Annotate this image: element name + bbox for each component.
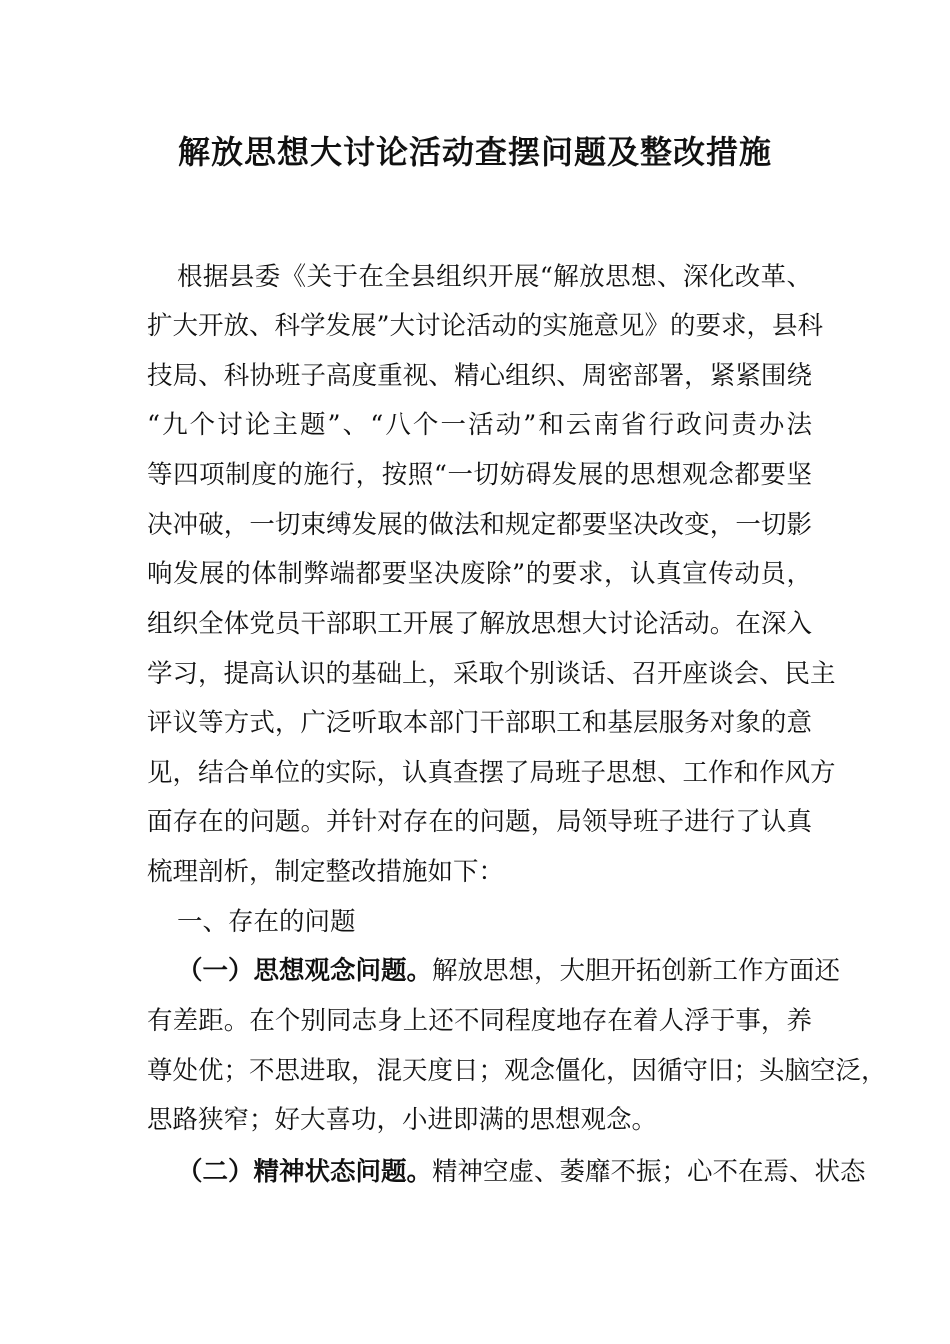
item2-first-line-text: 精神空虚、萎靡不振；心不在焉、状态 (432, 1157, 866, 1187)
item1-label: （一）思想观念问题。 (177, 956, 433, 986)
intro-line-6: 决冲破，一切束缚发展的做法和规定都要坚决改变，一切影 (147, 510, 812, 540)
intro-line-4: “九个讨论主题”、“八个一活动”和云南省行政问责办法 (147, 410, 812, 440)
item1-line-3: 尊处优；不思进取，混天度日；观念僵化，因循守旧；头脑空泛， (147, 1056, 887, 1086)
item1-first-line (177, 951, 841, 991)
section-heading: 一、存在的问题 (177, 907, 356, 937)
intro-line-11: 见，结合单位的实际，认真查摆了局班子思想、工作和作风方 (147, 758, 836, 788)
intro-line-2: 扩大开放、科学发展”大讨论活动的实施意见》的要求，县科 (147, 311, 824, 341)
intro-line-7: 响发展的体制弊端都要坚决废除”的要求，认真宣传动员， (147, 559, 812, 589)
intro-line-10: 评议等方式，广泛听取本部门干部职工和基层服务对象的意 (147, 708, 812, 738)
item1-line-2: 有差距。在个别同志身上还不同程度地存在着人浮于事，养 (147, 1006, 812, 1036)
item2-first-line (177, 1152, 866, 1192)
intro-line-13: 梳理剖析，制定整改措施如下： (147, 857, 505, 887)
item1-first-line-text: 解放思想，大胆开拓创新工作方面还 (432, 956, 841, 986)
intro-line-12: 面存在的问题。并针对存在的问题，局领导班子进行了认真 (147, 807, 812, 837)
item2-label: （二）精神状态问题。 (177, 1157, 433, 1187)
intro-line-5: 等四项制度的施行，按照“一切妨碍发展的思想观念都要坚 (147, 460, 812, 490)
intro-line-9: 学习，提高认识的基础上，采取个别谈话、召开座谈会、民主 (147, 659, 836, 689)
item1-line-4: 思路狭窄；好大喜功，小进即满的思想观念。 (147, 1105, 658, 1135)
document-title: 解放思想大讨论活动查摆问题及整改措施 (177, 133, 772, 171)
intro-line-1: 根据县委《关于在全县组织开展“解放思想、深化改革、 (177, 262, 812, 292)
intro-line-3: 技局、科协班子高度重视、精心组织、周密部署，紧紧围绕 (147, 361, 812, 391)
intro-line-8: 组织全体党员干部职工开展了解放思想大讨论活动。在深入 (147, 609, 812, 639)
